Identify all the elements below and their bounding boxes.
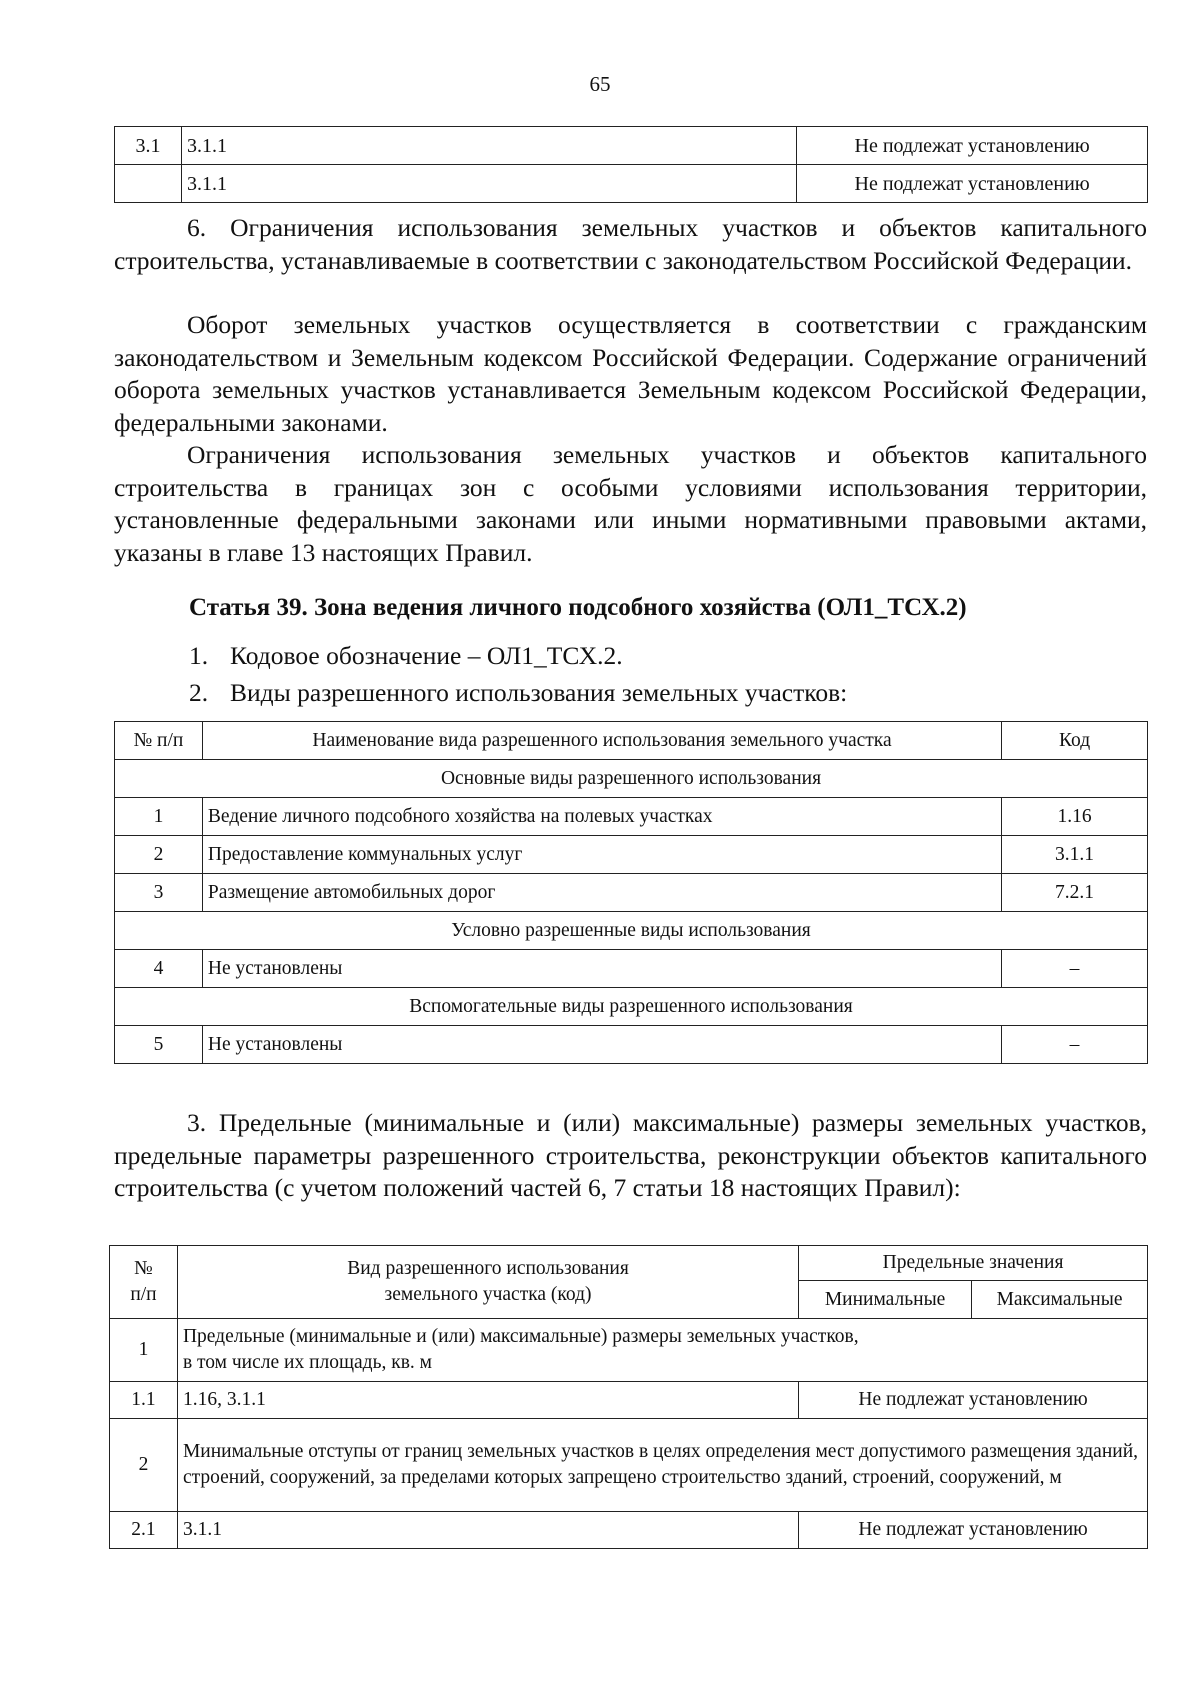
paragraph-land-turnover: Оборот земельных участков осуществляется в соответствии с гражданским законодательством и Земельным кодексом Российской Федерации. Содержание ограничений оборота земельных участков устанавливается Земельным кодексом Российской Федерации, федеральными законами.: [114, 310, 1147, 437]
section-row: [115, 988, 1148, 1026]
list-item-number: 1.: [189, 641, 209, 670]
header-num-line2: п/п: [130, 1284, 157, 1305]
row-codes: 3.1.1: [177, 1512, 798, 1549]
paragraph-limit-sizes: 3. Предельные (минимальные и (или) максимальные) размеры земельных участков, предельные параметры разрешенного строительства, реконструкции объектов капитального строительства (с учетом положений частей 6, 7 статьи 18 настоящих Правил):: [114, 1108, 1147, 1202]
section-auxiliary: Вспомогательные виды разрешенного использования: [115, 988, 1148, 1026]
row-value: Не подлежат установлению: [797, 127, 1148, 165]
paragraph-zone-restrictions: Ограничения использования земельных участков и объектов капитального строительства в границах зон с особыми условиями использования территории, установленные федеральными законами или иными нормативными правовыми актами, указаны в главе 13 настоящих Правил.: [114, 440, 1147, 567]
header-use-type-line2: земельного участка (код): [384, 1284, 592, 1305]
row-name: Не установлены: [202, 950, 1001, 988]
row-name: Размещение автомобильных дорог: [202, 874, 1001, 912]
row-number: 1: [115, 798, 203, 836]
row-number: 2.1: [110, 1512, 178, 1549]
row-codes: 1.16, 3.1.1: [177, 1382, 798, 1419]
page-number: 65: [589, 72, 611, 96]
row-code: 1.16: [1002, 798, 1148, 836]
table-row: [115, 836, 1148, 874]
section-main: Основные виды разрешенного использования: [115, 760, 1148, 798]
row-code: 7.2.1: [1002, 874, 1148, 912]
list-item-number: 2.: [189, 678, 209, 707]
row-number: [115, 165, 182, 203]
row-value: Не подлежат установлению: [799, 1382, 1148, 1419]
table-row: [115, 1026, 1148, 1064]
section-conditional: Условно разрешенные виды использования: [115, 912, 1148, 950]
row-number: 1.1: [110, 1382, 178, 1419]
header-max: Максимальные: [972, 1281, 1148, 1319]
section-row: [115, 760, 1148, 798]
row-number: 4: [115, 950, 203, 988]
table-header-row: [110, 1246, 1148, 1281]
header-num-line1: №: [134, 1258, 153, 1280]
list-item-text: Виды разрешенного использования земельных участков:: [230, 678, 848, 707]
list-item-use-types: [189, 678, 847, 708]
row-code: 3.1.1: [181, 165, 796, 203]
header-code: Код: [1002, 722, 1148, 760]
row-value: Не подлежат установлению: [797, 165, 1148, 203]
table-row: [115, 798, 1148, 836]
table-row: [110, 1419, 1148, 1512]
table-row: [115, 950, 1148, 988]
paragraph-restrictions: 6. Ограничения использования земельных участков и объектов капитального строительства, устанавливаемые в соответствии с законодательством Российской Федерации.: [114, 213, 1147, 275]
list-item-text: Кодовое обозначение – ОЛ1_ТСХ.2.: [230, 641, 623, 670]
table-row: [110, 1319, 1148, 1382]
row-code: –: [1002, 1026, 1148, 1064]
limit-parameters-table: [109, 1245, 1148, 1549]
article-heading: Статья 39. Зона ведения личного подсобного хозяйства (ОЛ1_ТСХ.2): [189, 594, 967, 621]
header-num: [110, 1246, 178, 1319]
header-num: № п/п: [115, 722, 203, 760]
row-number: 5: [115, 1026, 203, 1064]
row-number: 3: [115, 874, 203, 912]
table-row: [110, 1382, 1148, 1419]
row-description: [177, 1319, 1147, 1382]
table-row: [115, 127, 1148, 165]
row-number: 2: [110, 1419, 178, 1512]
header-min: Минимальные: [799, 1281, 972, 1319]
row-description-line2: в том числе их площадь, кв. м: [182, 1352, 433, 1373]
table-row: [115, 874, 1148, 912]
section-row: [115, 912, 1148, 950]
use-types-table: [114, 721, 1148, 1064]
list-item-code: [189, 641, 623, 671]
row-number: 3.1: [115, 127, 182, 165]
row-value: Не подлежат установлению: [799, 1512, 1148, 1549]
row-number: 1: [110, 1319, 178, 1382]
limits-table-continuation: [114, 126, 1148, 203]
row-name: Ведение личного подсобного хозяйства на полевых участках: [202, 798, 1001, 836]
row-number: 2: [115, 836, 203, 874]
row-name: Предоставление коммунальных услуг: [202, 836, 1001, 874]
header-name: Наименование вида разрешенного использования земельного участка: [202, 722, 1001, 760]
row-code: –: [1002, 950, 1148, 988]
header-use-type-line1: Вид разрешенного использования: [347, 1258, 629, 1280]
header-use-type: [177, 1246, 798, 1319]
header-limit-values: Предельные значения: [799, 1246, 1148, 1281]
table-header-row: [115, 722, 1148, 760]
row-description: Минимальные отступы от границ земельных участков в целях определения мест допустимого размещения зданий, строений, сооружений, за пределами которых запрещено строительство зданий, строений, сооружений, м: [177, 1419, 1147, 1512]
row-code: 3.1.1: [1002, 836, 1148, 874]
row-code: 3.1.1: [181, 127, 796, 165]
row-name: Не установлены: [202, 1026, 1001, 1064]
table-row: [110, 1512, 1148, 1549]
table-row: [115, 165, 1148, 203]
row-description-line1: Предельные (минимальные и (или) максимальные) размеры земельных участков,: [182, 1326, 859, 1348]
